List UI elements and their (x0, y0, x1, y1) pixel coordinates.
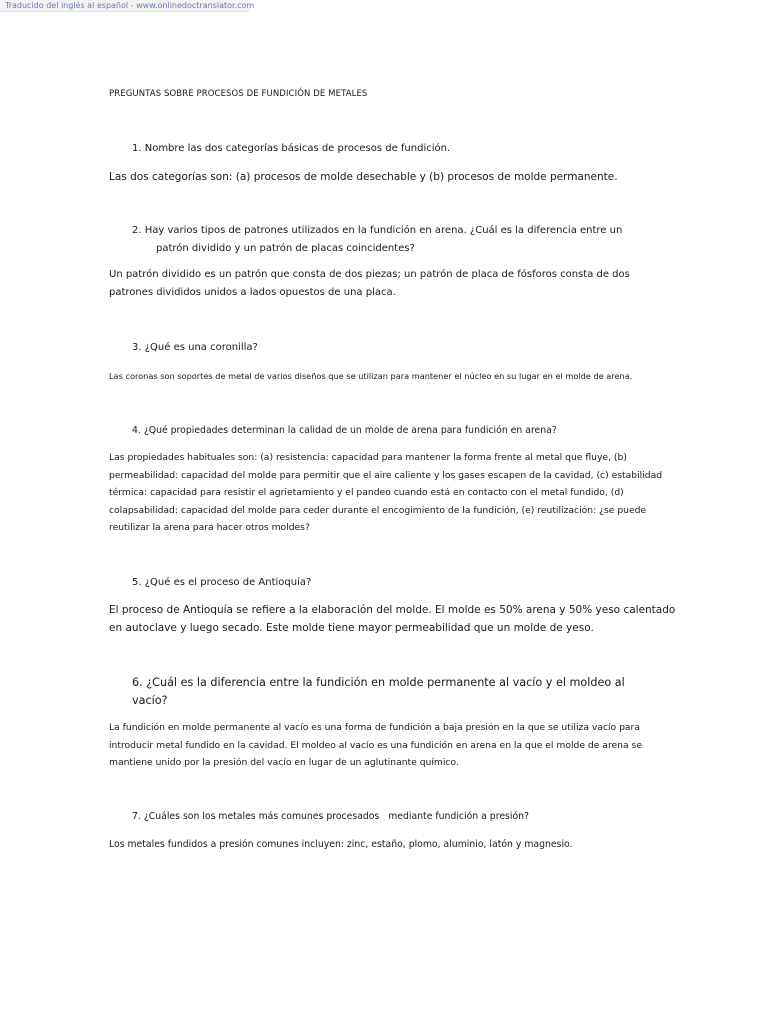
answer-2: Un patrón dividido es un patrón que consta de dos piezas; un patrón de placa de fósforos consta de dos patrones divididos unidos a lados opuestos de una placa. (109, 269, 630, 298)
answer-5: El proceso de Antioquía se refiere a la elaboración del molde. El molde es 50% arena y 50% yeso calentado en autoclave y luego secado. Este molde tiene mayor permeabilidad que un molde de yeso. (109, 604, 676, 634)
question-3: 3. ¿Qué es una coronilla? (132, 342, 258, 353)
question-6: 6. ¿Cuál es la diferencia entre la fundición en molde permanente al vacío y el moldeo al vacío? (132, 676, 625, 707)
question-5: 5. ¿Qué es el proceso de Antioquía? (132, 577, 312, 588)
question-7: 7. ¿Cuáles son los metales más comunes procesados mediante fundición a presión? (132, 811, 529, 822)
answer-3: Las coronas son soportes de metal de varios diseños que se utilizan para mantener el núcleo en su lugar en el molde de arena. (109, 371, 633, 381)
translation-banner[interactable] (0, 0, 255, 12)
document-title: PREGUNTAS SOBRE PROCESOS DE FUNDICIÓN DE METALES (109, 89, 368, 99)
answer-1: Las dos categorías son: (a) procesos de molde desechable y (b) procesos de molde permanente. (109, 171, 618, 183)
answer-7: Los metales fundidos a presión comunes incluyen: zinc, estaño, plomo, aluminio, latón y magnesio. (109, 839, 573, 850)
question-2-line-1: 2. Hay varios tipos de patrones utilizados en la fundición en arena. ¿Cuál es la diferencia entre un (132, 225, 623, 236)
answer-4: Las propiedades habituales son: (a) resistencia: capacidad para mantener la forma frente al metal que fluye, (b) permeabilidad: capacidad del molde para permitir que el aire caliente y los gases escapen de la cavidad, (c) estabilidad térmica: capacidad para resistir el agrietamiento y el pandeo cuando está en contacto con el metal fundido, (d) colapsabilidad: capacidad del molde para ceder durante el encogimiento de la fundición, (e) reutilización: ¿se puede reutilizar la arena para hacer otros moldes? (109, 452, 663, 534)
question-2-line-2: patrón dividido y un patrón de placas coincidentes? (156, 243, 415, 254)
question-1: 1. Nombre las dos categorías básicas de procesos de fundición. (132, 143, 451, 154)
question-4: 4. ¿Qué propiedades determinan la calidad de un molde de arena para fundición en arena? (132, 425, 557, 436)
question-2 (132, 222, 632, 258)
answer-6: La fundición en molde permanente al vacío es una forma de fundición a baja presión en la que se utiliza vacío para introducir metal fundido en la cavidad. El moldeo al vacío es una fundición en arena en la que el molde de arena se mantiene unido por la presión del vacío en lugar de un aglutinante químico. (109, 722, 642, 769)
translation-banner-link[interactable]: Traducido del inglés al español - www.onlinedoctranslator.com (5, 0, 255, 10)
